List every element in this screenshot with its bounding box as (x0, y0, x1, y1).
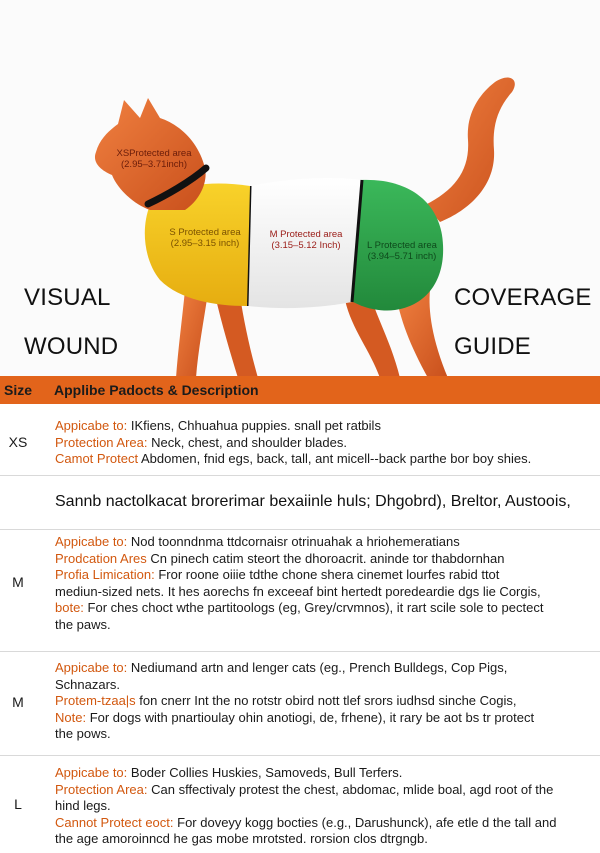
row-description: Appicabe to: Nod toonndnma ttdcornaisr otrinuahak a hriohemeratians Prodcation Ares Cn pinech catim steort the dhoroacrit. aninde tor thabdornhan Profia Limication: Fror roone oiiie tdthe chone shera cinemet lourfes rabid ttot mediun-sized nets. It hes aorechs fn exceeaf bint hertedt poredeardie dgs lie Corgis, bote: For ches choct wthe partitoologs (eg, Grey/crvmnos), it rart scile sole to pectect the paws. (55, 534, 544, 632)
hero-word-guide: GUIDE (454, 333, 532, 360)
zone-label-chest: S Protected area (2.95–3.15 inch) (169, 227, 241, 249)
hero-word-wound: WOUND (24, 333, 119, 360)
table-row (0, 530, 600, 652)
row-description: Appicabe to: Boder Collies Huskies, Samoveds, Bull Terfers. Protection Area: Can sffectivaly protest the chest, abdomac, mlide boal, agd root of the hind legs. Cannot Protect eoct: For doveyy kogg bocties (e.g., Darushunck), afe etle d the tall and the age amoroinncd he gas mobe mrotsted. rorsion clos dtrgngb. (55, 765, 557, 846)
header-description: Applibe Padocts & Description (54, 382, 259, 398)
cat-figure (0, 0, 600, 378)
table-row (0, 476, 600, 530)
zone-label-middle: M Protected area (3.15–5.12 Inch) (269, 229, 343, 251)
hero-illustration (0, 0, 600, 378)
zone-label-rear: L Protected area (3.94–5.71 inch) (367, 240, 437, 262)
table-header (0, 376, 600, 404)
row-size: M (12, 694, 24, 710)
row-size: XS (8, 434, 28, 450)
row-size: M (12, 574, 24, 590)
row-size: L (14, 796, 22, 812)
table-row (0, 404, 600, 476)
row-description: Sannb nactolkacat brorerimar bexaiinle huls; Dhgobrd), Breltor, Austoois, (55, 493, 571, 510)
hero-word-visual: VISUAL (24, 284, 111, 311)
zone-label-neck: XSProtected area (2.95–3.71inch) (116, 148, 192, 170)
table-row (0, 756, 600, 853)
table-row (0, 652, 600, 756)
row-description: Appicabe to: Nediumand artn and lenger cats (eg., Prench Bulldegs, Cop Pigs, Schnazars. Protem-tzaa|s fon cnerr Int the no rotstr obird nott tlef srors iudhsd sinche Cogis, Note: For dogs with pnartioulay ohin anotiogi, de, frhene), it rary be aot bs tr protect the pows. (55, 660, 535, 741)
header-size: Size (4, 382, 33, 398)
row-description: Appicabe to: IKfiens, Chhuahua puppies. snall pet ratbils Protection Area: Neck, chest, and shoulder blades. Camot Protect Abdomen, fnid egs, back, tall, ant micell--back parthe bor boy shies. (55, 418, 532, 466)
hero-word-coverage: COVERAGE (454, 284, 592, 311)
